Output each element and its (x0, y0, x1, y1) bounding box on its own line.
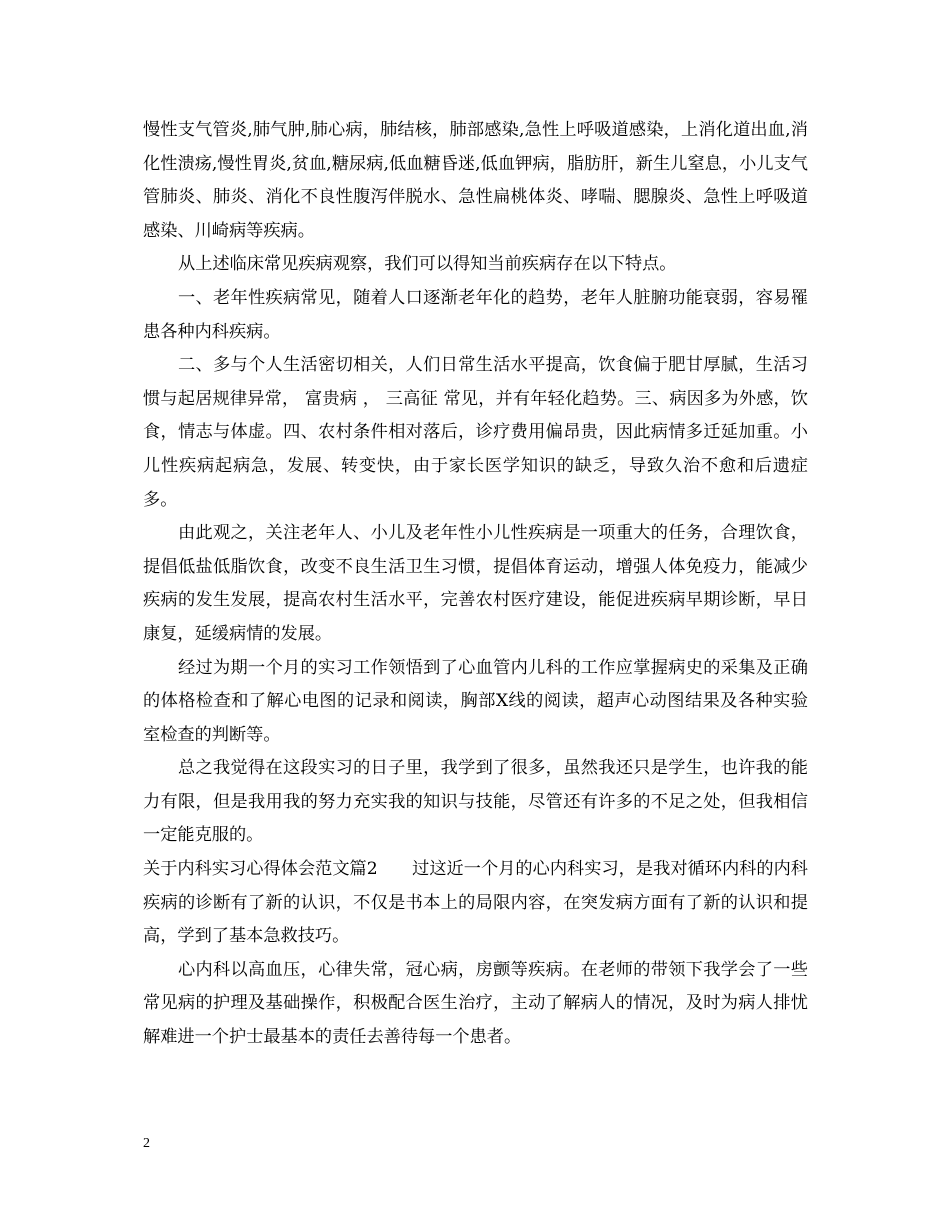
paragraph: 一、老年性疾病常见，随着人口逐渐老年化的趋势，老年人脏腑功能衰弱，容易罹患各种内科疾病。 (143, 287, 808, 342)
page-number: 2 (143, 1136, 150, 1151)
body-text (143, 114, 808, 1055)
paragraph: 二、多与个人生活密切相关，人们日常生活水平提高，饮食偏于肥甘厚腻，生活习惯与起居规律异常， 富贵病 ， 三高征 常见，并有年轻化趋势。三、病因多为外感，饮食，情志与体虚。四、农村条件相对落后，诊疗费用偏昂贵，因此病情多迁延加重。小儿性疾病起病急，发展、转变快，由于家长医学知识的缺乏，导致久治不愈和后遗症多。 (143, 355, 808, 510)
paragraph-section-heading: 关于内科实习心得体会范文篇2 过这近一个月的心内科实习，是我对循环内科的内科疾病的诊断有了新的认识，不仅是书本上的局限内容，在突发病方面有了新的认识和提高，学到了基本急救技巧。 (143, 859, 808, 947)
paragraph: 由此观之，关注老年人、小儿及老年性小儿性疾病是一项重大的任务，合理饮食，提倡低盐低脂饮食，改变不良生活卫生习惯，提倡体育运动，增强人体免疫力，能减少疾病的发生发展，提高农村生活水平，完善农村医疗建设，能促进疾病早期诊断，早日康复，延缓病情的发展。 (143, 523, 808, 644)
paragraph: 总之我觉得在这段实习的日子里，我学到了很多，虽然我还只是学生，也许我的能力有限，但是我用我的努力充实我的知识与技能，尽管还有许多的不足之处，但我相信一定能克服的。 (143, 758, 808, 846)
paragraph: 心内科以高血压，心律失常，冠心病，房颤等疾病。在老师的带领下我学会了一些常见病的护理及基础操作，积极配合医生治疗，主动了解病人的情况，及时为病人排忧解难进一个护士最基本的责任去善待每一个患者。 (143, 959, 808, 1048)
paragraph: 慢性支气管炎,肺气肿,肺心病，肺结核，肺部感染,急性上呼吸道感染，上消化道出血,消化性溃疡,慢性胃炎,贫血,糖尿病,低血糖昏迷,低血钾病，脂肪肝，新生儿窒息，小儿支气管肺炎、肺炎、消化不良性腹泻伴脱水、急性扁桃体炎、哮喘、腮腺炎、急性上呼吸道感染、川崎病等疾病。 (143, 120, 808, 241)
paragraph: 从上述临床常见疾病观察，我们可以得知当前疾病存在以下特点。 (178, 254, 677, 275)
paragraph: 经过为期一个月的实习工作领悟到了心血管内儿科的工作应掌握病史的采集及正确的体格检查和了解心电图的记录和阅读，胸部X线的阅读，超声心动图结果及各种实验室检查的判断等。 (143, 657, 808, 745)
